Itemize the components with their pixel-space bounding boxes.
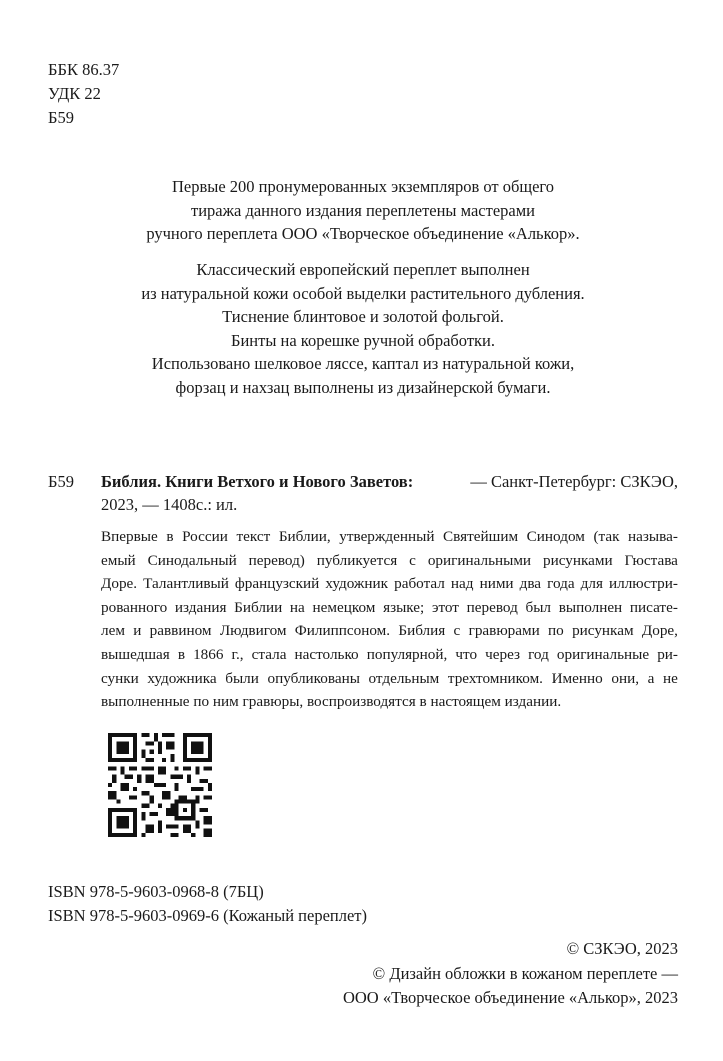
notice-line: тиража данного издания переплетены мастерами [190,200,535,220]
notice-line: Первые 200 пронумерованных экземпляров от общего [171,177,555,196]
annotation-line: лем и раввином Людвигом Филиппсоном. Библия с гравюрами по рисункам Доре, [101,622,678,640]
annotation-line: емый Синодальный перевод) публикуется с оригинальными рисунками Гюстава [101,551,678,569]
notice-line: Тиснение блинтовое и золотой фольгой. [222,307,504,326]
copyright-line: ООО «Творческое объединение «Алькор», 2023 [342,988,678,1007]
isbn-line: ISBN 978-5-9603-0969-6 (Кожаный переплет) [48,906,368,925]
book-title: Библия. Книги Ветхого и Нового Заветов: [101,472,414,491]
notice-line: Классический европейский переплет выполнен [196,260,530,279]
annotation-line: сунки художника были опубликованы отдельным трехтомником. Именно они, а не [101,669,678,687]
isbn-block [48,880,367,928]
publisher-info: — Санкт-Петербург: СЗКЭО, [470,472,678,491]
notice-line: Бинты на корешке ручной обработки. [230,330,496,350]
annotation-line: выполненные по ним гравюры, воспроизводятся в настоящем издании. [101,693,562,711]
catalog-entry [48,470,678,516]
notice-line: Использовано шелковое ляссе, каптал из натуральной кожи, [151,354,575,373]
notice-line: из натуральной кожи особой выделки растительного дубления. [141,283,585,303]
publication-details: 2023, — 1408с.: ил. [101,495,238,514]
binding-notice-paragraph-2 [48,258,678,399]
annotation-line: вышедшая в 1866 г., стала настолько популярной, что через год оригинальные ри- [101,645,678,663]
annotation-line: рованного издания Библии на немецком языке; этот перевод был выполнен писате- [101,598,678,616]
catalog-entry-code: Б59 [48,472,74,491]
copyright-block [343,937,678,1011]
udk-code: УДК 22 [48,84,101,103]
isbn-line: ISBN 978-5-9603-0968-8 (7БЦ) [48,882,264,901]
classification-codes [48,58,119,130]
author-sign: Б59 [48,108,74,127]
annotation-line: Впервые в России текст Библии, утвержденный Святейшим Синодом (так называ- [101,528,678,545]
binding-notice-paragraph-1 [48,175,678,246]
notice-line: форзац и нахзац выполнены из дизайнерской бумаги. [175,377,551,397]
copyright-line: © СЗКЭО, 2023 [566,939,678,958]
annotation-text [101,525,678,714]
copyright-line: © Дизайн обложки в кожаном переплете — [372,963,678,983]
bbk-code: ББК 86.37 [48,60,120,79]
notice-line: ручного переплета ООО «Творческое объединение «Алькор». [146,224,580,243]
qr-code[interactable] [108,733,212,837]
annotation-line: Доре. Талантливый французский художник работал над ними два года для иллюстри- [101,575,678,593]
